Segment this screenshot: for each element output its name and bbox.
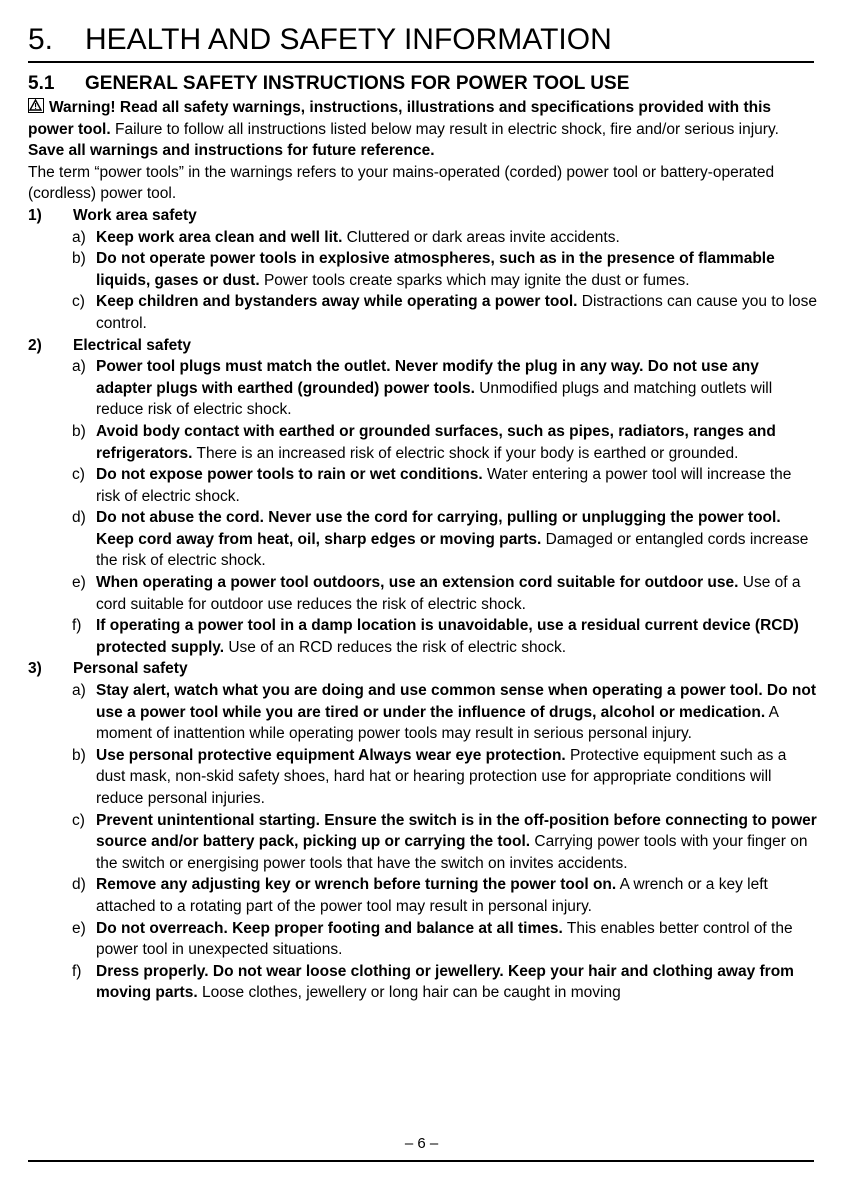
- power-tool-term-text: The term “power tools” in the warnings refers to your mains-operated (corded) power tool or battery-operated (cordless) power tool.: [28, 163, 775, 203]
- item-regular-text: There is an increased risk of electric shock if your body is earthed or grounded.: [192, 444, 739, 462]
- body-text: [28, 97, 818, 1004]
- item-bold-text: If operating a power tool in a damp location is unavoidable, use a residual current device (RCD) protected supply.: [96, 617, 799, 656]
- safety-section-number: 3): [28, 660, 42, 678]
- item-letter: a): [72, 228, 86, 246]
- item-letter: c): [72, 811, 85, 829]
- safety-instruction-item: [28, 248, 818, 291]
- warning-triangle-icon: [28, 98, 44, 113]
- page-number: – 6 –: [404, 1135, 439, 1152]
- section-number: 5.: [28, 23, 54, 56]
- item-bold-text: Do not operate power tools in explosive atmospheres, such as in the presence of flammable liquids, gases or dust.: [96, 250, 775, 289]
- item-bold-text: Keep children and bystanders away while operating a power tool.: [96, 293, 578, 311]
- item-letter: e): [72, 574, 86, 592]
- warning-paragraph: [28, 97, 818, 140]
- safety-instruction-item: [28, 745, 818, 810]
- safety-instruction-item: [28, 680, 818, 745]
- item-bold-text: Remove any adjusting key or wrench before turning the power tool on.: [96, 876, 617, 894]
- safety-section: [28, 335, 818, 659]
- item-letter: a): [72, 682, 86, 700]
- item-bold-text: Dress properly. Do not wear loose clothing or jewellery. Keep your hair and clothing away from moving parts.: [96, 962, 794, 1002]
- item-letter: e): [72, 919, 86, 937]
- item-bold-text: Do not abuse the cord. Never use the cord for carrying, pulling or unplugging the power tool. Keep cord away from heat, oil, sharp edges or moving parts.: [96, 509, 781, 548]
- save-instructions-text: Save all warnings and instructions for future reference.: [28, 142, 435, 160]
- item-regular-text: A moment of inattention while operating power tools may result in serious personal injury.: [96, 703, 779, 743]
- item-regular-text: Use of an RCD reduces the risk of electric shock.: [224, 638, 567, 656]
- item-text: [96, 810, 818, 875]
- item-regular-text: Loose clothes, jewellery or long hair can be caught in moving: [197, 984, 621, 1002]
- subsection-number: 5.1: [28, 73, 55, 94]
- item-bold-text: Do not expose power tools to rain or wet conditions.: [96, 466, 483, 484]
- safety-instruction-item: [28, 810, 818, 875]
- item-bold-text: Keep work area clean and well lit.: [96, 228, 343, 246]
- heading-divider: [28, 61, 814, 63]
- safety-instruction-item: [28, 421, 818, 464]
- item-text: [96, 745, 818, 810]
- item-regular-text: Distractions can cause you to lose control.: [96, 293, 817, 332]
- item-regular-text: This enables better control of the power tool in unexpected situations.: [96, 919, 793, 959]
- safety-instruction-item: [28, 291, 818, 334]
- warning-text: Failure to follow all instructions listed below may result in electric shock, fire and/or serious injury.: [110, 120, 779, 138]
- safety-instruction-item: [28, 615, 818, 658]
- item-letter: b): [72, 746, 86, 764]
- safety-instruction-item: [28, 464, 818, 507]
- item-text: [96, 961, 818, 1004]
- section-heading: [28, 22, 612, 58]
- item-text: [96, 421, 818, 464]
- safety-instruction-item: [28, 227, 818, 249]
- safety-section-heading: [28, 335, 818, 357]
- item-bold-text: When operating a power tool outdoors, use an extension cord suitable for outdoor use.: [96, 574, 739, 592]
- item-regular-text: Protective equipment such as a dust mask, non-skid safety shoes, hard hat or hearing protection use for appropriate conditions will reduce personal injuries.: [96, 746, 787, 807]
- item-text: [96, 356, 818, 421]
- item-text: [96, 248, 818, 291]
- safety-instruction-item: [28, 507, 818, 572]
- item-text: [96, 572, 818, 615]
- item-bold-text: Power tool plugs must match the outlet. Never modify the plug in any way. Do not use any adapter plugs with earthed (grounded) power tools.: [96, 358, 759, 397]
- item-text: [96, 874, 818, 917]
- item-bold-text: Stay alert, watch what you are doing and use common sense when operating a power tool. Do not use a power tool while you are tired or under the influence of drugs, alcohol or medication.: [96, 682, 817, 721]
- item-letter: f): [72, 962, 82, 980]
- subsection-title: GENERAL SAFETY INSTRUCTIONS FOR POWER TOOL USE: [85, 73, 630, 94]
- safety-section-title: Personal safety: [73, 660, 188, 678]
- item-bold-text: Use personal protective equipment Always wear eye protection.: [96, 746, 566, 764]
- safety-instruction-item: [28, 918, 818, 961]
- item-regular-text: A wrench or a key left attached to a rotating part of the power tool may result in personal injury.: [96, 876, 768, 915]
- safety-instruction-item: [28, 572, 818, 615]
- item-text: [96, 464, 818, 507]
- power-tool-term-paragraph: [28, 162, 818, 205]
- item-letter: c): [72, 293, 85, 311]
- safety-sections: [28, 205, 818, 1004]
- item-regular-text: Power tools create sparks which may ignite the dust or fumes.: [259, 271, 690, 289]
- save-instructions: [28, 140, 818, 162]
- safety-section-heading: [28, 658, 818, 680]
- item-text: [96, 615, 818, 658]
- item-letter: b): [72, 250, 86, 268]
- safety-section-number: 2): [28, 336, 42, 354]
- item-text: [96, 680, 818, 745]
- section-title: HEALTH AND SAFETY INFORMATION: [85, 23, 612, 56]
- warning-bold-text: Warning! Read all safety warnings, instructions, illustrations and specifications provided with this power tool.: [28, 99, 772, 138]
- safety-instruction-item: [28, 874, 818, 917]
- safety-instruction-item: [28, 961, 818, 1004]
- safety-instruction-item: [28, 356, 818, 421]
- item-bold-text: Prevent unintentional starting. Ensure the switch is in the off-position before connecting to power source and/or battery pack, picking up or carrying the tool.: [96, 811, 817, 851]
- item-regular-text: Unmodified plugs and matching outlets will reduce risk of electric shock.: [96, 379, 773, 419]
- item-letter: a): [72, 358, 86, 376]
- safety-section-title: Electrical safety: [73, 336, 192, 354]
- safety-section: [28, 205, 818, 335]
- safety-section-heading: [28, 205, 818, 227]
- item-regular-text: Cluttered or dark areas invite accidents.: [342, 228, 620, 246]
- item-bold-text: Do not overreach. Keep proper footing and balance at all times.: [96, 919, 563, 937]
- item-regular-text: Use of a cord suitable for outdoor use reduces the risk of electric shock.: [96, 574, 801, 613]
- item-regular-text: Carrying power tools with your finger on the switch or energising power tools that have the switch on invites accidents.: [96, 833, 808, 872]
- safety-section-number: 1): [28, 206, 42, 224]
- item-letter: d): [72, 509, 86, 527]
- item-letter: d): [72, 876, 86, 894]
- item-bold-text: Avoid body contact with earthed or grounded surfaces, such as pipes, radiators, ranges and refrigerators.: [96, 422, 776, 462]
- subsection-heading: [28, 72, 629, 96]
- item-letter: c): [72, 466, 85, 484]
- item-regular-text: Water entering a power tool will increase the risk of electric shock.: [96, 466, 792, 505]
- item-regular-text: Damaged or entangled cords increase the risk of electric shock.: [96, 530, 809, 570]
- item-text: [96, 507, 818, 572]
- safety-section: [28, 658, 818, 1004]
- item-text: [96, 918, 818, 961]
- footer-divider: [28, 1160, 814, 1162]
- item-text: [96, 227, 818, 249]
- item-letter: f): [72, 617, 82, 635]
- item-text: [96, 291, 818, 334]
- item-letter: b): [72, 422, 86, 440]
- safety-section-title: Work area safety: [73, 206, 197, 224]
